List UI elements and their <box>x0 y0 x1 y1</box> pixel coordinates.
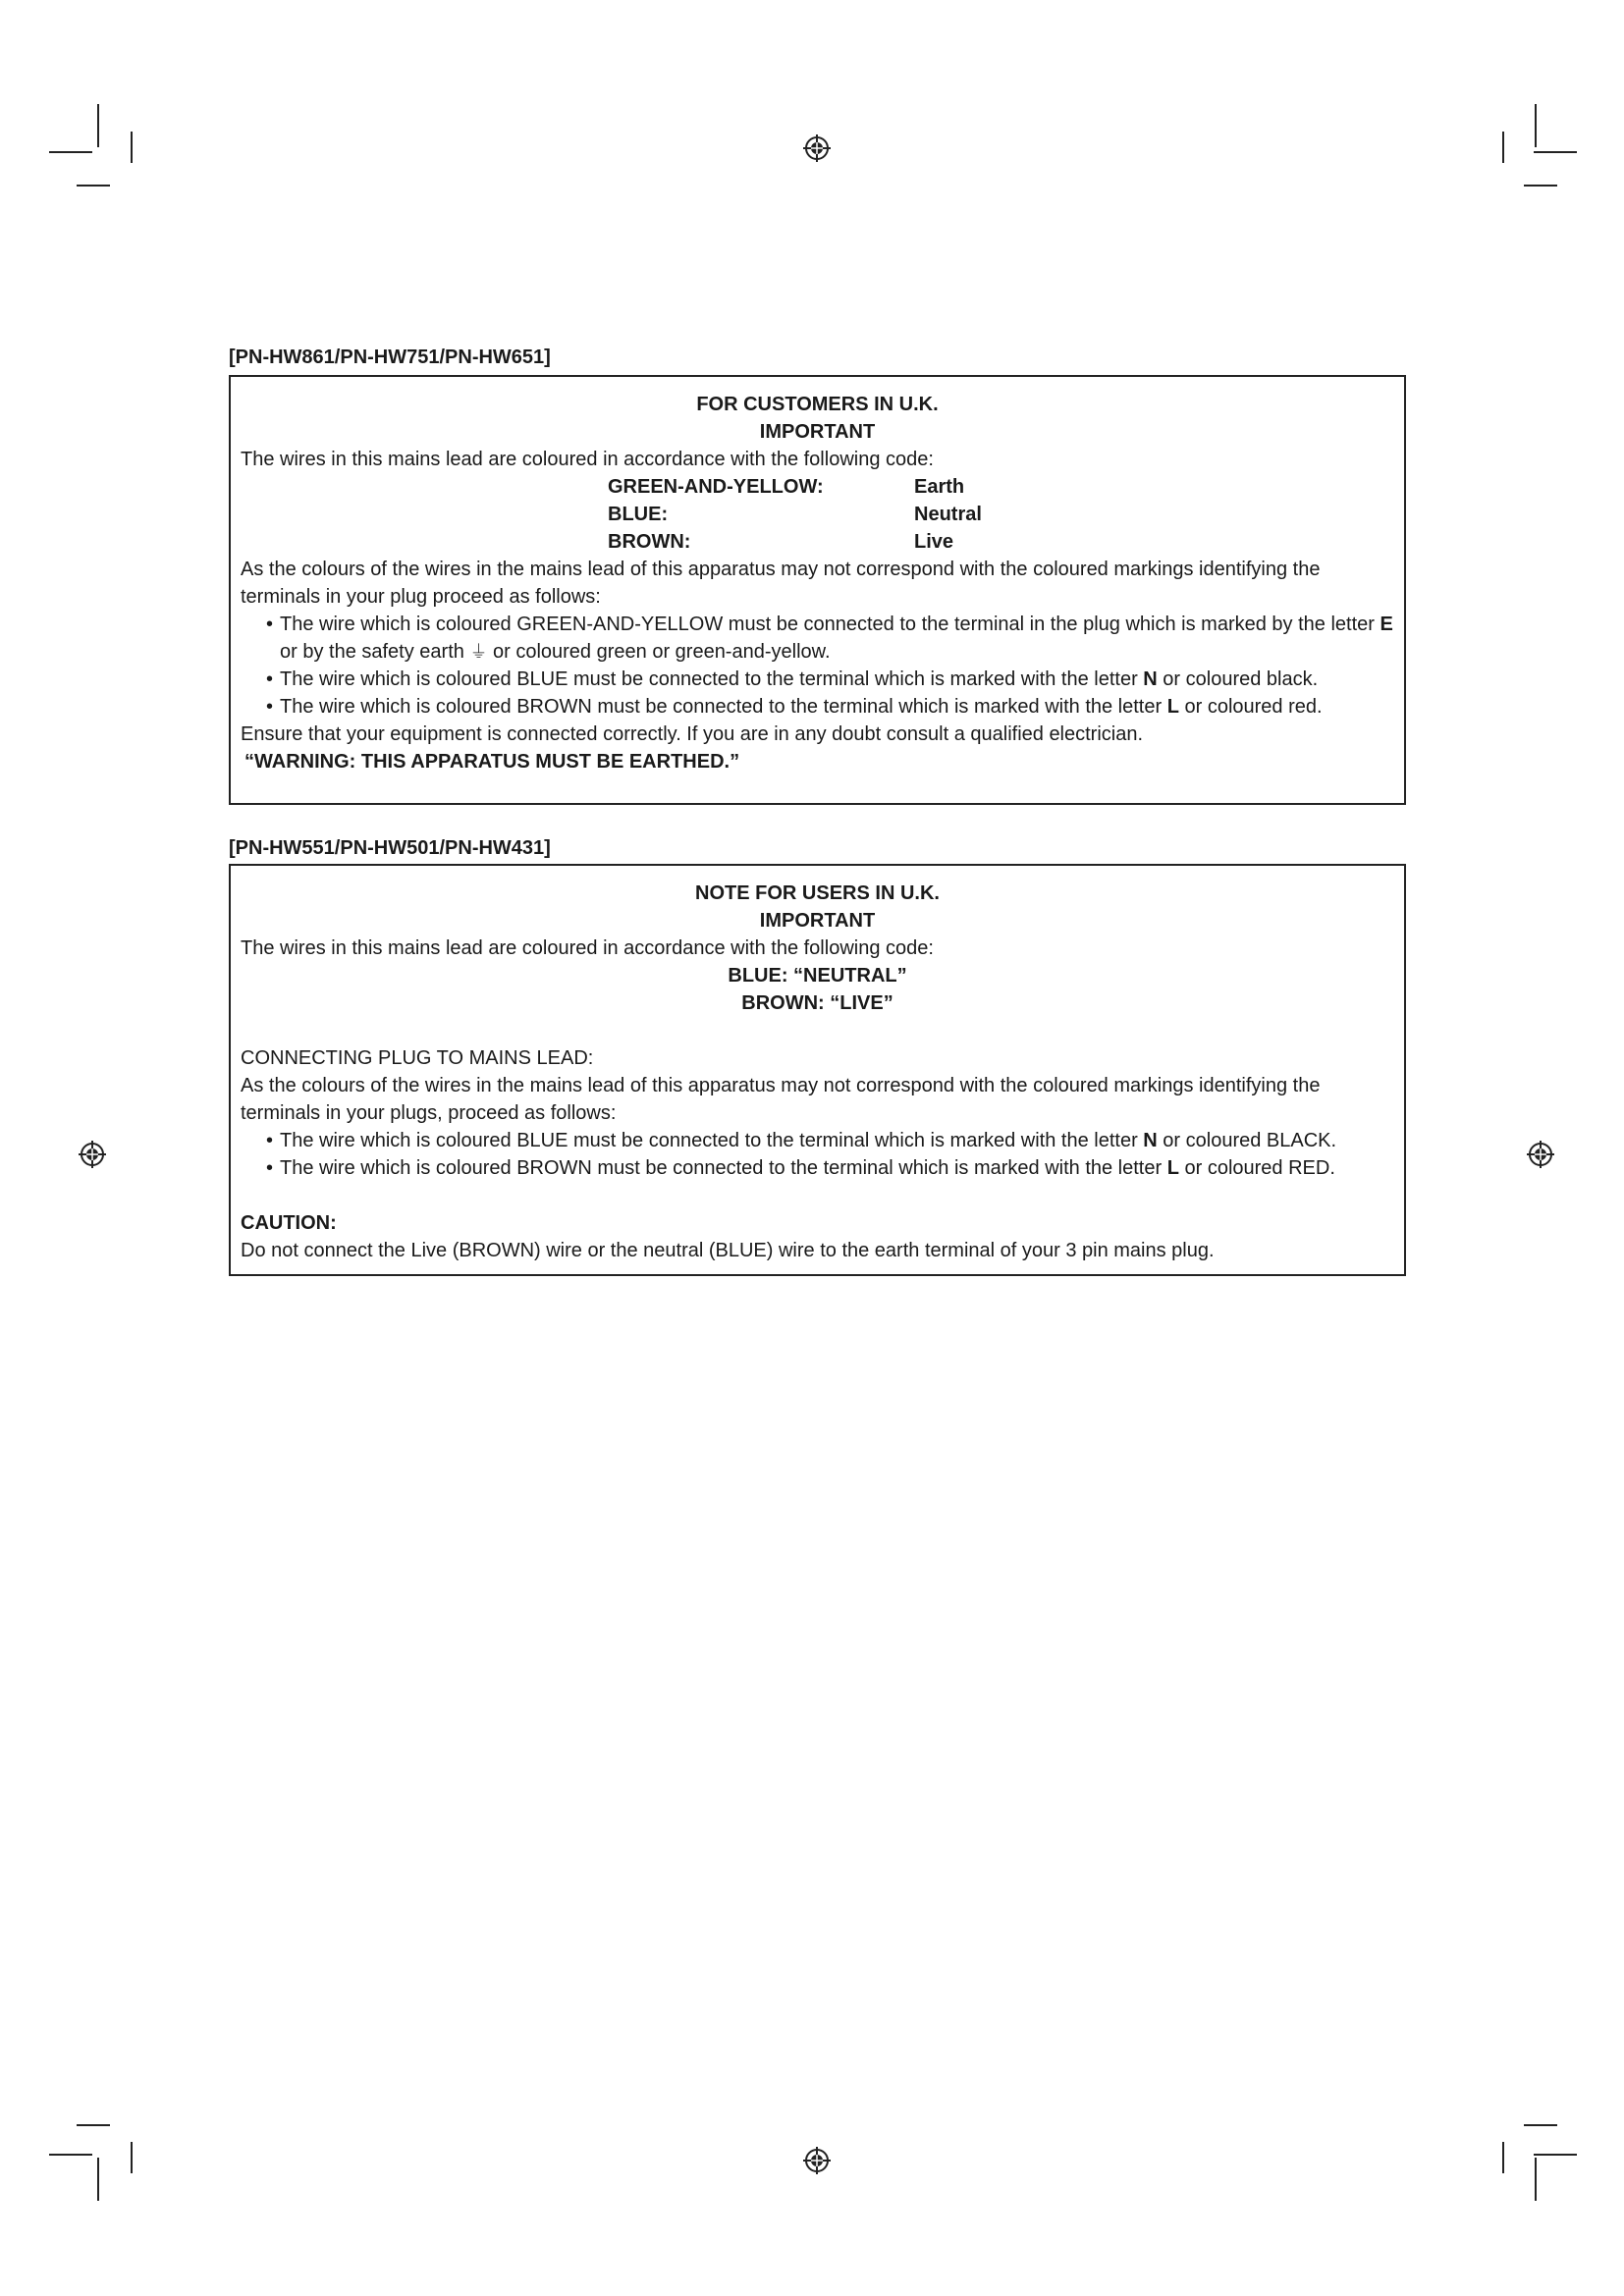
list-item-text: or coloured black. <box>1157 668 1319 690</box>
wire-color: BROWN: <box>608 531 691 553</box>
spacer <box>241 1017 1394 1044</box>
crop-mark <box>49 2154 92 2156</box>
terminal-letter: N <box>1143 668 1158 690</box>
connecting-heading: CONNECTING PLUG TO MAINS LEAD: <box>241 1047 594 1069</box>
spacer <box>241 1182 1394 1209</box>
crop-mark <box>1534 2154 1577 2156</box>
terminal-letter: L <box>1166 696 1179 718</box>
notice-subheading: IMPORTANT <box>759 421 876 443</box>
notice-heading: NOTE FOR USERS IN U.K. <box>695 882 940 904</box>
list-item <box>241 693 1394 721</box>
registration-mark-icon <box>78 1140 107 1169</box>
notice-paragraph: As the colours of the wires in the mains lead of this apparatus may not correspond with the coloured markings identifying the terminals in your plugs, proceed as follows: <box>241 1075 1321 1124</box>
notice-paragraph: Ensure that your equipment is connected correctly. If you are in any doubt consult a qualified electrician. <box>241 723 1144 745</box>
crop-mark <box>131 132 133 163</box>
list-item-text: The wire which is coloured BROWN must be connected to the terminal which is marked with the letter <box>280 1157 1167 1179</box>
notice-paragraph: As the colours of the wires in the mains lead of this apparatus may not correspond with the coloured markings identifying the terminals in your plug proceed as follows: <box>241 559 1321 608</box>
warning-text: “WARNING: THIS APPARATUS MUST BE EARTHED.” <box>244 751 740 773</box>
crop-mark <box>1534 151 1577 153</box>
notice-intro: The wires in this mains lead are coloured in accordance with the following code: <box>241 449 934 470</box>
list-item-text: The wire which is coloured BLUE must be connected to the terminal which is marked with the letter <box>280 668 1144 690</box>
wire-code-table <box>608 473 1394 556</box>
registration-mark-icon <box>802 2146 832 2175</box>
crop-mark <box>131 2142 133 2173</box>
caution-title: CAUTION: <box>241 1212 337 1234</box>
crop-mark <box>97 104 99 147</box>
crop-mark <box>1502 2142 1504 2173</box>
wire-meaning: Neutral <box>914 504 982 525</box>
list-item-text: or coloured green or green-and-yellow. <box>487 641 831 663</box>
list-item-text: or coloured RED. <box>1178 1157 1335 1179</box>
list-item-text: or coloured red. <box>1178 696 1323 718</box>
earth-symbol-icon: ⏚ <box>469 642 488 662</box>
wire-color: BLUE: <box>608 504 669 525</box>
caution-text: Do not connect the Live (BROWN) wire or the neutral (BLUE) wire to the earth terminal of your 3 pin mains plug. <box>241 1240 1215 1261</box>
list-item-text: The wire which is coloured BLUE must be connected to the terminal which is marked with the letter <box>280 1130 1144 1151</box>
crop-mark <box>1524 185 1557 187</box>
crop-mark <box>77 2124 110 2126</box>
crop-mark <box>1524 2124 1557 2126</box>
notice-subheading: IMPORTANT <box>759 910 876 932</box>
list-item <box>241 666 1394 693</box>
registration-mark-icon <box>802 133 832 163</box>
crop-mark <box>97 2158 99 2201</box>
wire-meaning: Earth <box>914 476 965 498</box>
terminal-letter: N <box>1143 1130 1158 1151</box>
list-item-text: or coloured BLACK. <box>1157 1130 1337 1151</box>
notice-heading: FOR CUSTOMERS IN U.K. <box>696 394 939 415</box>
terminal-letter: L <box>1166 1157 1179 1179</box>
list-item-text: The wire which is coloured GREEN-AND-YELLOW must be connected to the terminal in the plug which is marked by the letter <box>280 614 1380 635</box>
list-item <box>241 611 1394 666</box>
list-item <box>241 1154 1394 1182</box>
uk-users-notice <box>229 864 1406 1276</box>
wire-code: BROWN: “LIVE” <box>741 992 893 1014</box>
wire-color: GREEN-AND-YELLOW: <box>608 476 824 498</box>
crop-mark <box>1502 132 1504 163</box>
model-label: [PN-HW551/PN-HW501/PN-HW431] <box>229 837 551 859</box>
terminal-letter: E <box>1380 614 1393 635</box>
crop-mark <box>49 151 92 153</box>
crop-mark <box>77 185 110 187</box>
crop-mark <box>1535 2158 1537 2201</box>
list-item-text: The wire which is coloured BROWN must be connected to the terminal which is marked with the letter <box>280 696 1167 718</box>
uk-customers-notice <box>229 375 1406 805</box>
list-item-text: or by the safety earth <box>280 641 470 663</box>
wire-code: BLUE: “NEUTRAL” <box>728 965 907 987</box>
crop-mark <box>1535 104 1537 147</box>
notice-intro: The wires in this mains lead are coloured in accordance with the following code: <box>241 937 934 959</box>
list-item <box>241 1127 1394 1154</box>
wire-meaning: Live <box>914 531 954 553</box>
model-label: [PN-HW861/PN-HW751/PN-HW651] <box>229 347 551 368</box>
registration-mark-icon <box>1526 1140 1555 1169</box>
